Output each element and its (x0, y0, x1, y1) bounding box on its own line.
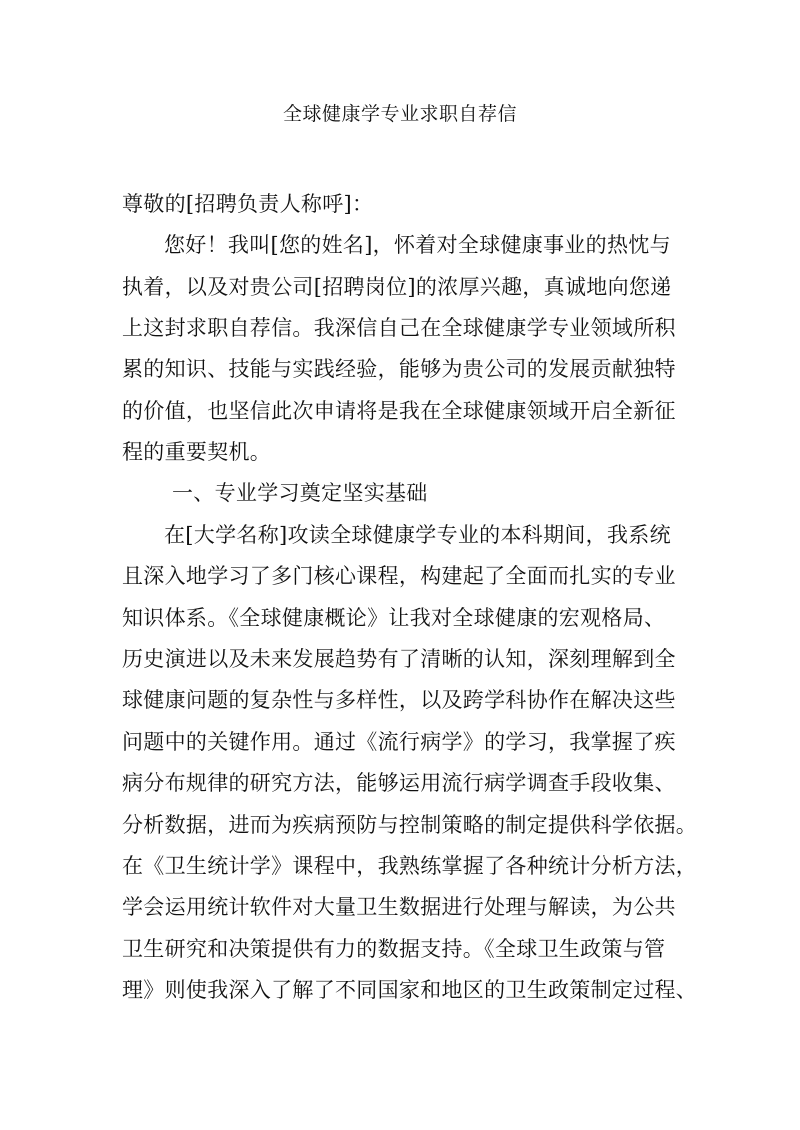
paragraph-line: 分析数据，进而为疾病预防与控制策略的制定提供科学依据。 (122, 813, 698, 837)
section-heading: 一、专业学习奠定坚实基础 (172, 481, 428, 505)
paragraph-line: 执着，以及对贵公司[招聘岗位]的浓厚兴趣，真诚地向您递 (122, 275, 672, 299)
paragraph-line: 且深入地学习了多门核心课程，构建起了全面而扎实的专业 (122, 564, 676, 588)
paragraph-line: 知识体系。《全球健康概论》让我对全球健康的宏观格局、 (122, 606, 666, 630)
paragraph-line: 问题中的关键作用。通过《流行病学》的学习，我掌握了疾 (122, 730, 676, 754)
paragraph-line: 历史演进以及未来发展趋势有了清晰的认知，深刻理解到全 (122, 647, 676, 671)
document-title: 全球健康学专业求职自荐信 (282, 103, 517, 125)
paragraph-line: 在[大学名称]攻读全球健康学专业的本科期间，我系统 (164, 523, 671, 547)
paragraph-line: 程的重要契机。 (122, 440, 272, 464)
paragraph-line: 上这封求职自荐信。我深信自己在全球健康学专业领域所积 (122, 316, 676, 340)
paragraph-line: 卫生研究和决策提供有力的数据支持。《全球卫生政策与管 (122, 937, 666, 961)
paragraph-line: 球健康问题的复杂性与多样性，以及跨学科协作在解决这些 (122, 688, 676, 712)
salutation: 尊敬的[招聘负责人称呼]： (122, 192, 374, 216)
paragraph-line: 学会运用统计软件对大量卫生数据进行处理与解读，为公共 (122, 895, 676, 919)
paragraph-line: 累的知识、技能与实践经验，能够为贵公司的发展贡献独特 (122, 357, 676, 381)
paragraph-line: 您好！我叫[您的姓名]，怀着对全球健康事业的热忱与 (164, 233, 671, 257)
paragraph-line: 病分布规律的研究方法，能够运用流行病学调查手段收集、 (122, 771, 676, 795)
paragraph-line: 理》则使我深入了解了不同国家和地区的卫生政策制定过程、 (122, 978, 698, 1002)
paragraph-line: 的价值，也坚信此次申请将是我在全球健康领域开启全新征 (122, 399, 676, 423)
paragraph-line: 在《卫生统计学》课程中，我熟练掌握了各种统计分析方法， (122, 854, 698, 878)
